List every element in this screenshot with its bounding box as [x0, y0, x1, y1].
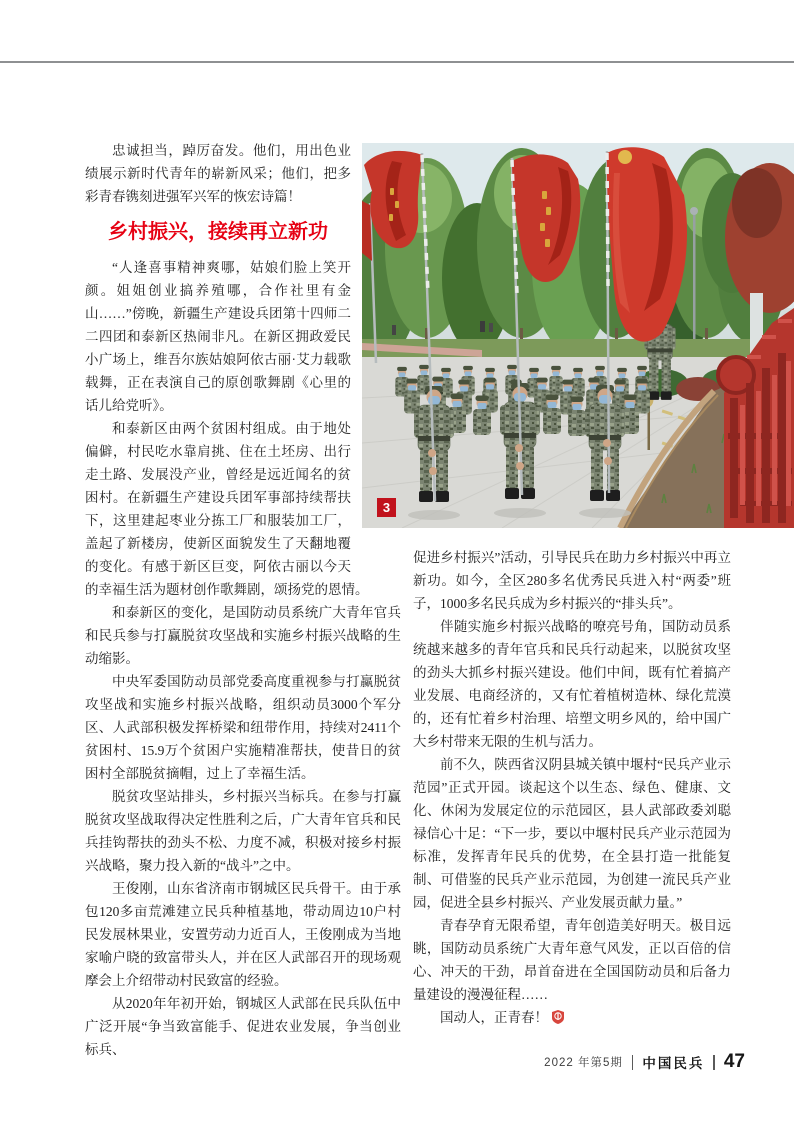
body-paragraph: 伴随实施乡村振兴战略的嘹亮号角，国防动员系统越来越多的青年官兵和民兵行动起来，以脱贫攻坚的劲头大抓乡村振兴建设。他们中间，既有忙着搞产业发展、电商经济的，又有忙着植树造林、绿化荒漠的，还有忙着乡村治理、培塑文明乡风的，给中国广大乡村带来无限的生机与活力。 — [413, 619, 731, 749]
closing-line — [413, 1006, 731, 1029]
body-paragraph: 从2020年年初开始，钢城区人武部在民兵队伍中广泛开展“争当致富能手、促进农业发展，争当创业标兵、 — [85, 996, 401, 1057]
body-paragraph: 和泰新区由两个贫困村组成。由于地处偏僻，村民吃水靠肩挑、住在土坯房、出行走土路、发展没产业，曾经是远近闻名的贫困村。在新疆生产建设兵团军事部持续帮扶下，这里建起枣业分拣工厂和服装加工厂，盖起了新楼房，使新区面貌发生了天翻地覆的变化。有感于新区巨变，阿依古丽以今天的幸福生活为题材创作歌舞剧，颂扬党的恩情。 — [85, 421, 369, 597]
footer-page-number: 47 — [723, 1051, 745, 1072]
footer-separator — [632, 1055, 634, 1070]
section-heading: 乡村振兴，接续再立新功 — [108, 221, 328, 243]
body-paragraph: 前不久，陕西省汉阴县城关镇中堰村“民兵产业示范园”正式开园。谈起这个以生态、绿色、健康、文化、休闲为发展定位的示范园区，县人武部政委刘聪禄信心十足：“下一步，要以中堰村民兵产业示范园为标准，发挥青年民兵的优势，在全县打造一批能复制、可借鉴的民兵产业示范园，为创建一流民兵产业园，促进全县乡村振兴、产业发展贡献力量。” — [413, 757, 731, 910]
right-column — [413, 546, 731, 1029]
closing-text: 国动人，正青春！ — [440, 1010, 548, 1025]
page-footer — [544, 1051, 745, 1073]
footer-magazine-title: 中国民兵 — [642, 1056, 705, 1071]
intro-paragraph: 忠诚担当，踔厉奋发。他们，用出色业绩展示新时代青年的崭新风采；他们，把多彩青春镌刻进强军兴军的恢宏诗篇！ — [85, 143, 351, 204]
lamp-post — [693, 213, 696, 348]
body-paragraph: 青春孕育无限希望，青年创造美好明天。极目远眺，国防动员系统广大青年意气风发，正以百倍的信心、冲天的干劲，昂首奋进在全国国防动员和后备力量建设的漫漫征程…… — [413, 918, 731, 1002]
body-paragraph: “人逢喜事精神爽哪，姑娘们脸上笑开颜。姐姐创业搞养殖哪，合作社里有金山……”傍晚，新疆生产建设兵团第十四师二二四团和泰新区热闹非凡。在新区拥政爱民小广场上，维吾尔族姑娘阿依古丽·艾力载歌载舞，正在表演自己的原创歌舞剧《心里的话儿给党听》。 — [85, 260, 351, 413]
body-paragraph-continuation: 促进乡村振兴”活动，引导民兵在助力乡村振兴中再立新功。如今，全区280多名优秀民兵进入村“两委”班子，1000多名民兵成为乡村振兴的“排头兵”。 — [413, 550, 731, 611]
footer-issue: 2022 年第5期 — [544, 1057, 623, 1069]
top-rule-divider — [0, 61, 794, 63]
footer-separator — [713, 1055, 715, 1070]
body-paragraph: 和泰新区的变化，是国防动员系统广大青年官兵和民兵参与打赢脱贫攻坚战和实施乡村振兴战略的生动缩影。 — [85, 605, 401, 666]
body-paragraph: 脱贫攻坚站排头，乡村振兴当标兵。在参与打赢脱贫攻坚战取得决定性胜利之后，广大青年官兵和民兵挂钩帮扶的劲头不松、力度不减，积极对接乡村振兴战略，聚力投入新的“战斗”之中。 — [85, 789, 401, 873]
body-paragraph: 王俊刚，山东省济南市钢城区民兵骨干。由于承包120多亩荒滩建立民兵种植基地，带动周边10户村民发展林果业，安置劳动力近百人，王俊刚成为当地家喻户晓的致富带头人，并在区人武部召开的现场观摩会上介绍带动村民致富的经验。 — [85, 881, 401, 988]
body-paragraph: 中央军委国防动员部党委高度重视参与打赢脱贫攻坚战和实施乡村振兴战略，组织动员3000个军分区、人武部积极发挥桥梁和纽带作用，持续对2411个贫困村、15.9万个贫困户实施精准帮扶，使昔日的贫困村全部脱贫摘帽，过上了幸福生活。 — [85, 674, 401, 781]
left-column — [85, 139, 401, 1061]
article-photo — [362, 143, 794, 528]
photo-wrap-spacer — [351, 139, 401, 557]
end-mark-shield-icon — [552, 1010, 564, 1024]
figure-number-badge: 3 — [377, 498, 396, 517]
photo-illustration — [362, 143, 794, 528]
